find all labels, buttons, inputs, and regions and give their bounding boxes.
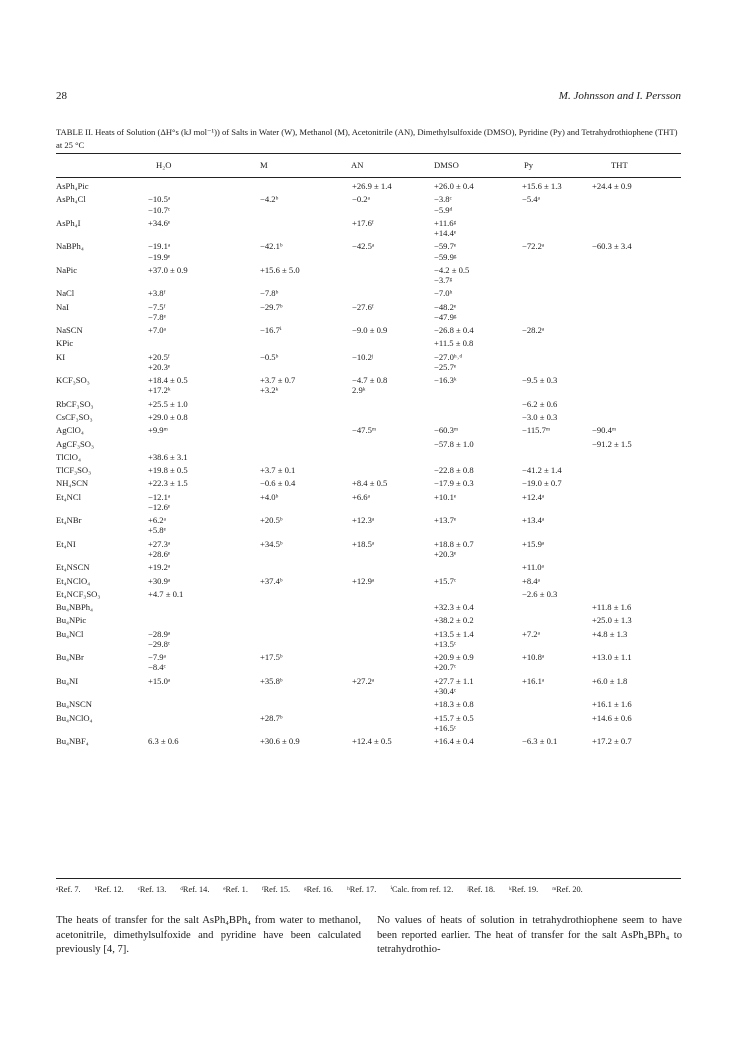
value-cell: −0.6 ± 0.4	[260, 478, 296, 489]
value-cell: −47.5ᵐ	[352, 425, 377, 436]
table-row	[56, 629, 687, 653]
value-cell: +9.9ᵐ	[148, 425, 168, 436]
value-cell	[352, 562, 434, 575]
salt-name: Et₄NSCN	[56, 562, 90, 573]
salt-name: Et₄NI	[56, 538, 76, 549]
value-cell: −27.0ʰ˒ᵈ −25.7ᵉ	[434, 351, 463, 372]
table-row	[56, 615, 687, 628]
value-cell	[522, 218, 592, 242]
value-cell: +20.5ᶠ +20.3ᵉ	[148, 351, 171, 372]
value-cell	[592, 302, 687, 326]
footnote: ᵉRef. 1.	[223, 885, 248, 894]
value-cell: −0.2ᵃ	[352, 194, 370, 205]
column-header: AN	[351, 160, 364, 170]
value-cell	[592, 375, 687, 399]
table-row	[56, 288, 687, 301]
value-cell: +22.3 ± 1.5	[148, 478, 188, 489]
value-cell	[352, 589, 434, 602]
value-cell	[352, 652, 434, 676]
salt-name: NaBPh₄	[56, 241, 84, 252]
value-cell: +15.6 ± 5.0	[260, 264, 300, 275]
value-cell: −41.2 ± 1.4	[522, 465, 562, 476]
value-cell: −42.5ᵃ	[352, 241, 375, 252]
value-cell	[592, 325, 687, 338]
table-row	[56, 589, 687, 602]
value-cell: +11.6ᵍ +14.4ᵉ	[434, 217, 457, 238]
value-cell	[260, 562, 352, 575]
value-cell: −0.5ᵇ	[260, 351, 279, 362]
value-cell: −26.8 ± 0.4	[434, 325, 474, 336]
value-cell	[592, 478, 687, 491]
value-cell	[592, 194, 687, 218]
body-text-right: No values of heats of solution in tetrahydrothiophene seem to have been reported earlier. The heat of transfer for the salt AsPh₄BPh₄ to tetrahydrothio-	[377, 915, 682, 955]
table-footnotes	[56, 884, 681, 896]
value-cell	[592, 589, 687, 602]
footnote: ᵏRef. 19.	[509, 885, 539, 894]
value-cell: −60.3ᵐ	[434, 425, 459, 436]
value-cell: +15.7 ± 0.5 +16.5ᶜ	[434, 712, 474, 733]
value-cell	[352, 288, 434, 301]
value-cell: +7.2ᵃ	[522, 628, 540, 639]
value-cell: +3.7 ± 0.1	[260, 465, 296, 476]
value-cell	[592, 452, 687, 465]
value-cell	[352, 602, 434, 615]
table-row	[56, 652, 687, 676]
table-row	[56, 302, 687, 326]
salt-name: Bu₄NBr	[56, 652, 84, 663]
value-cell	[260, 699, 352, 712]
value-cell: +4.0ᵇ	[260, 491, 279, 502]
value-cell	[352, 615, 434, 628]
value-cell	[522, 338, 592, 351]
table-row	[56, 478, 687, 491]
value-cell: +34.6ᵉ	[148, 217, 171, 228]
value-cell	[352, 439, 434, 452]
value-cell	[592, 562, 687, 575]
table-row	[56, 241, 687, 265]
value-cell	[142, 602, 260, 615]
value-cell: +8.4 ± 0.5	[352, 478, 388, 489]
value-cell: +32.3 ± 0.4	[434, 602, 474, 613]
column-header: THT	[611, 160, 628, 170]
value-cell: +27.7 ± 1.1 +30.4ᶜ	[434, 675, 474, 696]
value-cell: −19.0 ± 0.7	[522, 478, 562, 489]
value-cell: +18.4 ± 0.5 +17.2ᵏ	[148, 375, 188, 396]
value-cell	[522, 602, 592, 615]
table-row	[56, 713, 687, 737]
table-row	[56, 465, 687, 478]
salt-name: AsPh₄I	[56, 217, 81, 228]
table-row	[56, 492, 687, 516]
value-cell	[434, 562, 522, 575]
table-row	[56, 218, 687, 242]
value-cell: −7.8ᵇ	[260, 288, 279, 299]
value-cell	[260, 399, 352, 412]
value-cell	[434, 399, 522, 412]
value-cell: +30.9ᵃ	[148, 575, 171, 586]
value-cell	[260, 615, 352, 628]
salt-name: Bu₄NPic	[56, 615, 87, 626]
header-rule	[56, 177, 681, 178]
value-cell: −16.3ᵏ	[434, 375, 457, 386]
value-cell: +38.6 ± 3.1	[148, 451, 188, 462]
value-cell	[522, 615, 592, 628]
table-row	[56, 676, 687, 700]
value-cell: −6.2 ± 0.6	[522, 398, 558, 409]
value-cell: −7.9ᵃ −8.4ᶜ	[148, 652, 166, 673]
data-table	[56, 181, 687, 749]
value-cell: +8.4ᵃ	[522, 575, 540, 586]
salt-name: AgClO₄	[56, 425, 84, 436]
table-row	[56, 399, 687, 412]
footnote: ᵍRef. 16.	[304, 885, 334, 894]
value-cell	[592, 399, 687, 412]
salt-name: NaCl	[56, 288, 75, 299]
value-cell: +17.6ᶠ	[352, 217, 374, 228]
value-cell: −22.8 ± 0.8	[434, 465, 474, 476]
salt-name: RbCF₃SO₃	[56, 398, 94, 409]
value-cell: −91.2 ± 1.5	[592, 438, 632, 449]
value-cell	[260, 412, 352, 425]
value-cell: −16.7ⁱ	[260, 325, 282, 336]
value-cell: −115.7ᵐ	[522, 425, 551, 436]
value-cell: −4.2 ± 0.5 −3.7ᵍ	[434, 264, 470, 285]
value-cell: +19.2ᵃ	[148, 562, 171, 573]
value-cell	[592, 465, 687, 478]
value-cell: +25.5 ± 1.0	[148, 398, 188, 409]
table-row	[56, 265, 687, 289]
salt-name: KPic	[56, 338, 74, 349]
value-cell: +11.8 ± 1.6	[592, 602, 632, 613]
salt-name: Bu₄NBF₄	[56, 736, 89, 747]
value-cell	[592, 515, 687, 539]
value-cell: +30.6 ± 0.9	[260, 736, 300, 747]
value-cell	[592, 412, 687, 425]
value-cell: +29.0 ± 0.8	[148, 411, 188, 422]
table-row	[56, 515, 687, 539]
value-cell: −2.6 ± 0.3	[522, 588, 558, 599]
value-cell	[142, 615, 260, 628]
table-row	[56, 736, 687, 749]
column-header: H₂O	[156, 160, 172, 170]
value-cell	[260, 439, 352, 452]
value-cell: +12.9ᵃ	[352, 575, 375, 586]
value-cell: +12.3ᵃ	[352, 515, 375, 526]
column-header: Py	[524, 160, 534, 170]
value-cell	[352, 265, 434, 289]
value-cell: +4.8 ± 1.3	[592, 628, 628, 639]
value-cell: +6.6ᵃ	[352, 491, 370, 502]
value-cell	[352, 399, 434, 412]
value-cell: +16.4 ± 0.4	[434, 736, 474, 747]
footnote: ⁱCalc. from ref. 12.	[390, 885, 454, 894]
value-cell	[434, 412, 522, 425]
salt-name: KCF₃SO₃	[56, 375, 90, 386]
value-cell: +3.8ᶠ	[148, 288, 166, 299]
value-cell: +6.0 ± 1.8	[592, 675, 628, 686]
table-caption: TABLE II. Heats of Solution (ΔH°s (kJ mol⁻¹)) of Salts in Water (W), Methanol (M), Acetonitrile (AN), Dimethylsulfoxide (DMSO), Pyridine (Py) and Tetrahydrothiophene (THT) at 25 °C	[56, 127, 678, 150]
value-cell	[522, 288, 592, 301]
value-cell	[260, 452, 352, 465]
salt-name: NaSCN	[56, 325, 83, 336]
value-cell: −28.9ᵃ −29.8ᶜ	[148, 628, 171, 649]
value-cell: −12.1ᵃ −12.6ᵉ	[148, 491, 171, 512]
salt-name: Bu₄NI	[56, 675, 79, 686]
value-cell: +24.4 ± 0.9	[592, 181, 632, 191]
footnote: ᵃRef. 7.	[56, 885, 81, 894]
value-cell	[592, 576, 687, 589]
value-cell: +18.3 ± 0.8	[434, 699, 474, 710]
table-top-rule	[56, 153, 681, 154]
value-cell	[352, 338, 434, 351]
footnote: ᶜRef. 13.	[137, 885, 167, 894]
salt-name: AgCF₃SO₃	[56, 438, 94, 449]
value-cell: −27.6ᶠ	[352, 301, 374, 312]
table-row	[56, 375, 687, 399]
value-cell: +17.5ᵇ	[260, 652, 283, 663]
value-cell: +16.1 ± 1.6	[592, 699, 632, 710]
value-cell: +27.3ᵃ +28.6ᵉ	[148, 538, 171, 559]
value-cell: −28.2ᵃ	[522, 325, 545, 336]
salt-name: Bu₄NBPh₄	[56, 602, 94, 613]
value-cell: +18.8 ± 0.7 +20.3ᵉ	[434, 538, 474, 559]
value-cell: −3.8ᶜ −5.9ᵈ	[434, 194, 453, 215]
table-row	[56, 412, 687, 425]
value-cell: +38.2 ± 0.2	[434, 615, 474, 626]
value-cell: +6.2ᵃ +5.8ᵉ	[148, 515, 166, 536]
value-cell	[592, 288, 687, 301]
value-cell	[352, 412, 434, 425]
value-cell: +3.7 ± 0.7 +3.2ᵏ	[260, 375, 296, 396]
value-cell	[434, 452, 522, 465]
value-cell: −59.7ᵉ −59.9ᵍ	[434, 241, 457, 262]
value-cell: +12.4 ± 0.5	[352, 736, 392, 747]
salt-name: Bu₄NClO₄	[56, 712, 93, 723]
salt-name: TlClO₄	[56, 451, 81, 462]
value-cell: +15.7ᶜ	[434, 575, 457, 586]
value-cell: +28.7ᵇ	[260, 712, 283, 723]
value-cell	[592, 492, 687, 516]
salt-name: Et₄NBr	[56, 515, 82, 526]
footnote: ᶠRef. 15.	[261, 885, 291, 894]
table-row	[56, 338, 687, 351]
value-cell	[522, 302, 592, 326]
value-cell: +7.0ᵃ	[148, 325, 166, 336]
salt-name: Et₄NCF₃SO₃	[56, 588, 101, 599]
salt-name: NH₄SCN	[56, 478, 89, 489]
value-cell: −4.2ᵇ	[260, 194, 279, 205]
value-cell: −90.4ᵐ	[592, 425, 617, 436]
value-cell	[522, 439, 592, 452]
value-cell: +14.6 ± 0.6	[592, 712, 632, 723]
table-row	[56, 699, 687, 712]
value-cell: +27.2ᵃ	[352, 675, 375, 686]
body-text-left: The heats of transfer for the salt AsPh₄BPh₄ from water to methanol, acetonitrile, dimethylsulfoxide and pyridine have been calculated previously [4, 7].	[56, 915, 361, 955]
value-cell: 6.3 ± 0.6	[148, 736, 179, 747]
value-cell	[260, 425, 352, 438]
value-cell	[522, 452, 592, 465]
running-head: M. Johnsson and I. Persson	[558, 90, 681, 102]
column-header: DMSO	[434, 160, 459, 170]
value-cell: +37.0 ± 0.9	[148, 264, 188, 275]
value-cell	[260, 338, 352, 351]
value-cell	[260, 589, 352, 602]
table-row	[56, 325, 687, 338]
value-cell: +37.4ᵇ	[260, 575, 283, 586]
value-cell	[592, 352, 687, 376]
value-cell: +18.5ᵃ	[352, 538, 375, 549]
value-cell	[352, 452, 434, 465]
value-cell: +19.8 ± 0.5	[148, 465, 188, 476]
salt-name: NaPic	[56, 264, 78, 275]
value-cell: −3.0 ± 0.3	[522, 411, 558, 422]
value-cell	[260, 602, 352, 615]
value-cell: +13.4ᵃ	[522, 515, 545, 526]
column-header: M	[260, 160, 268, 170]
value-cell: +15.9ᵃ	[522, 538, 545, 549]
value-cell: +11.5 ± 0.8	[434, 338, 474, 349]
value-cell: −10.5ᵃ −10.7ᶜ	[148, 194, 171, 215]
value-cell: +26.0 ± 0.4	[434, 181, 474, 191]
table-row	[56, 352, 687, 376]
value-cell: −6.3 ± 0.1	[522, 736, 558, 747]
table-row	[56, 562, 687, 575]
value-cell	[592, 265, 687, 289]
salt-name: TlCF₃SO₃	[56, 465, 92, 476]
value-cell	[142, 713, 260, 737]
value-cell: −9.5 ± 0.3	[522, 375, 558, 386]
footnote: ʰRef. 17.	[347, 885, 377, 894]
value-cell	[142, 699, 260, 712]
value-cell: −9.0 ± 0.9	[352, 325, 388, 336]
table-row	[56, 181, 687, 194]
value-cell: +34.5ᵇ	[260, 538, 283, 549]
footnote: ʲRef. 18.	[467, 885, 496, 894]
table-row	[56, 425, 687, 438]
value-cell: +10.1ᵉ	[434, 491, 457, 502]
value-cell: +12.4ᵃ	[522, 491, 545, 502]
value-cell: −7.0ʰ	[434, 288, 453, 299]
value-cell	[352, 629, 434, 653]
salt-name: AsPh₄Cl	[56, 194, 86, 205]
salt-name: Bu₄NCl	[56, 628, 84, 639]
table-bottom-rule	[56, 878, 681, 879]
footnote: ᵈRef. 14.	[180, 885, 210, 894]
value-cell	[592, 539, 687, 563]
value-cell: −60.3 ± 3.4	[592, 241, 632, 252]
value-cell: −4.7 ± 0.8 2.9ᵏ	[352, 375, 388, 396]
value-cell	[260, 181, 352, 194]
value-cell: +15.6 ± 1.3	[522, 181, 562, 191]
value-cell: +15.0ᵃ	[148, 675, 171, 686]
value-cell	[522, 713, 592, 737]
value-cell	[352, 699, 434, 712]
value-cell: −72.2ᵃ	[522, 241, 545, 252]
table-row	[56, 576, 687, 589]
footnote: ᵇRef. 12.	[94, 885, 124, 894]
value-cell: −19.1ᵃ −19.9ᵉ	[148, 241, 171, 262]
value-cell: −48.2ᵉ −47.9ᵍ	[434, 301, 457, 322]
value-cell: +10.8ᵃ	[522, 652, 545, 663]
value-cell: +13.5 ± 1.4 +13.5ᶜ	[434, 628, 474, 649]
value-cell	[352, 713, 434, 737]
salt-name: AsPh₄Pic	[56, 181, 89, 191]
table-row	[56, 539, 687, 563]
salt-name: CsCF₃SO₃	[56, 411, 93, 422]
table-row	[56, 452, 687, 465]
value-cell	[142, 338, 260, 351]
value-cell: −10.2ʲ	[352, 351, 374, 362]
value-cell: −29.7ᵇ	[260, 301, 283, 312]
value-cell: +25.0 ± 1.3	[592, 615, 632, 626]
value-cell	[142, 439, 260, 452]
value-cell	[592, 338, 687, 351]
value-cell: −17.9 ± 0.3	[434, 478, 474, 489]
salt-name: NaI	[56, 301, 69, 312]
value-cell: +4.7 ± 0.1	[148, 588, 184, 599]
value-cell	[142, 181, 260, 194]
value-cell	[522, 699, 592, 712]
value-cell	[260, 218, 352, 242]
value-cell: −7.5ᶠ −7.8ᵉ	[148, 301, 166, 322]
value-cell: +16.1ᵃ	[522, 675, 545, 686]
value-cell: +26.9 ± 1.4	[352, 181, 392, 191]
value-cell: +17.2 ± 0.7	[592, 736, 632, 747]
value-cell: −42.1ᵇ	[260, 241, 283, 252]
value-cell	[260, 629, 352, 653]
value-cell	[522, 352, 592, 376]
value-cell: +20.9 ± 0.9 +20.7ᶜ	[434, 652, 474, 673]
value-cell: +20.5ᵇ	[260, 515, 283, 526]
salt-name: Et₄NCl	[56, 491, 81, 502]
salt-name: KI	[56, 351, 66, 362]
page-number: 28	[56, 90, 67, 102]
value-cell: +11.0ᵃ	[522, 562, 544, 573]
value-cell: +35.8ᵇ	[260, 675, 283, 686]
table-row	[56, 439, 687, 452]
value-cell: −5.4ᵃ	[522, 194, 540, 205]
salt-name: Et₄NClO₄	[56, 575, 91, 586]
table-row	[56, 602, 687, 615]
value-cell: +13.7ᵉ	[434, 515, 457, 526]
value-cell	[522, 265, 592, 289]
value-cell	[434, 589, 522, 602]
footnote: ᵐRef. 20.	[552, 885, 583, 894]
value-cell	[592, 218, 687, 242]
value-cell: +13.0 ± 1.1	[592, 652, 632, 663]
salt-name: Bu₄NSCN	[56, 699, 92, 710]
value-cell	[352, 465, 434, 478]
table-row	[56, 194, 687, 218]
value-cell: −57.8 ± 1.0	[434, 438, 474, 449]
